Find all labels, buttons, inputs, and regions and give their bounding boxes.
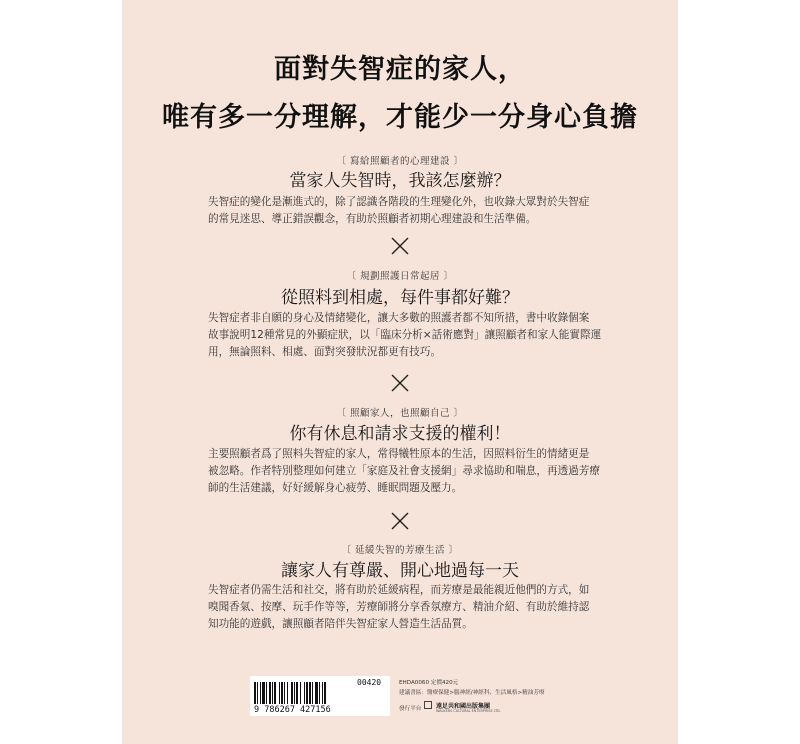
publisher-name-en: WALKERS CULTURAL ENTERPRISE LTD. — [436, 709, 501, 713]
section-tag: 〔 延緩失智的芳療生活 〕 — [341, 545, 459, 556]
cross-divider-icon — [391, 512, 409, 530]
section-body — [208, 446, 600, 497]
section-subtitle: 當家人失智時，我該怎麼辦？ — [289, 171, 511, 191]
body-line: 知功能的遊戲，讓照顧者陪伴失智症家人營造生活品質。 — [208, 618, 473, 630]
category-info: 建議書區：醫療保健>腦神經/神經科、生活風格>精油芳療 — [399, 690, 545, 696]
series-price: EHDA0060 定價420元 — [399, 680, 459, 686]
body-line: 嗅聞香氣、按摩、玩手作等等，芳療師將分享香氛療方、精油介紹、有助於維持認 — [208, 601, 590, 613]
section-tag: 〔 寫給照顧者的心理建設 〕 — [336, 156, 464, 167]
section-subtitle: 從照料到相處，每件事都好難？ — [281, 288, 519, 308]
section-body — [208, 310, 602, 361]
body-line: 被忽略。作者特別整理如何建立「家庭及社會支援網」尋求協助和喘息，再透過芳療 — [208, 465, 600, 477]
cross-divider-icon — [391, 237, 409, 255]
section-subtitle: 讓家人有尊嚴、開心地過每一天 — [281, 561, 519, 581]
body-line: 故事說明12種常見的外顯症狀，以「臨床分析×話術應對」讓照顧者和家人能實際運 — [208, 329, 602, 341]
back-cover — [122, 0, 678, 744]
headline-line-1: 面對失智症的家人， — [274, 54, 526, 85]
publisher-label: 發行平台 — [399, 706, 422, 712]
section-tag: 〔 規劃照護日常起居 〕 — [346, 271, 454, 282]
publisher-logo-icon — [424, 701, 432, 709]
section-body — [208, 582, 592, 633]
body-line: 的常見迷思、導正錯誤觀念，有助於照顧者初期心理建設和生活準備。 — [208, 213, 537, 225]
price-code: 00420 — [357, 678, 382, 687]
body-line: 主要照顧者爲了照料失智症的家人，常得犧牲原本的生活，因照料衍生的情緒更是 — [208, 448, 590, 460]
cross-divider-icon — [391, 374, 409, 392]
section-tag: 〔 照顧家人，也照顧自己 〕 — [336, 408, 464, 419]
body-line: 失智症者非自願的身心及情緒變化，讓大多數的照護者都不知所措，書中收錄個案 — [208, 312, 590, 324]
section-subtitle: 你有休息和請求支援的權利！ — [289, 424, 511, 444]
body-line: 失智症者仍需生活和社交，將有助於延緩病程，而芳療是最能親近他們的方式，如 — [208, 584, 590, 596]
publisher-name: 遠足共和國出版集團 — [436, 703, 491, 710]
headline-line-2: 唯有多一分理解，才能少一分身心負擔 — [162, 102, 638, 133]
price-code-label — [354, 676, 388, 688]
section-body — [208, 194, 592, 228]
isbn-number: 9 786267 427156 — [254, 705, 331, 715]
barcode-icon — [254, 682, 350, 704]
body-line: 失智症的變化是漸進式的，除了認識各階段的生理變化外，也收錄大眾對於失智症 — [208, 196, 590, 208]
body-line: 師的生活建議，好好緩解身心疲勞、睡眠問題及壓力。 — [208, 482, 463, 494]
body-line: 用，無論照料、相處、面對突發狀況都更有技巧。 — [208, 346, 442, 358]
